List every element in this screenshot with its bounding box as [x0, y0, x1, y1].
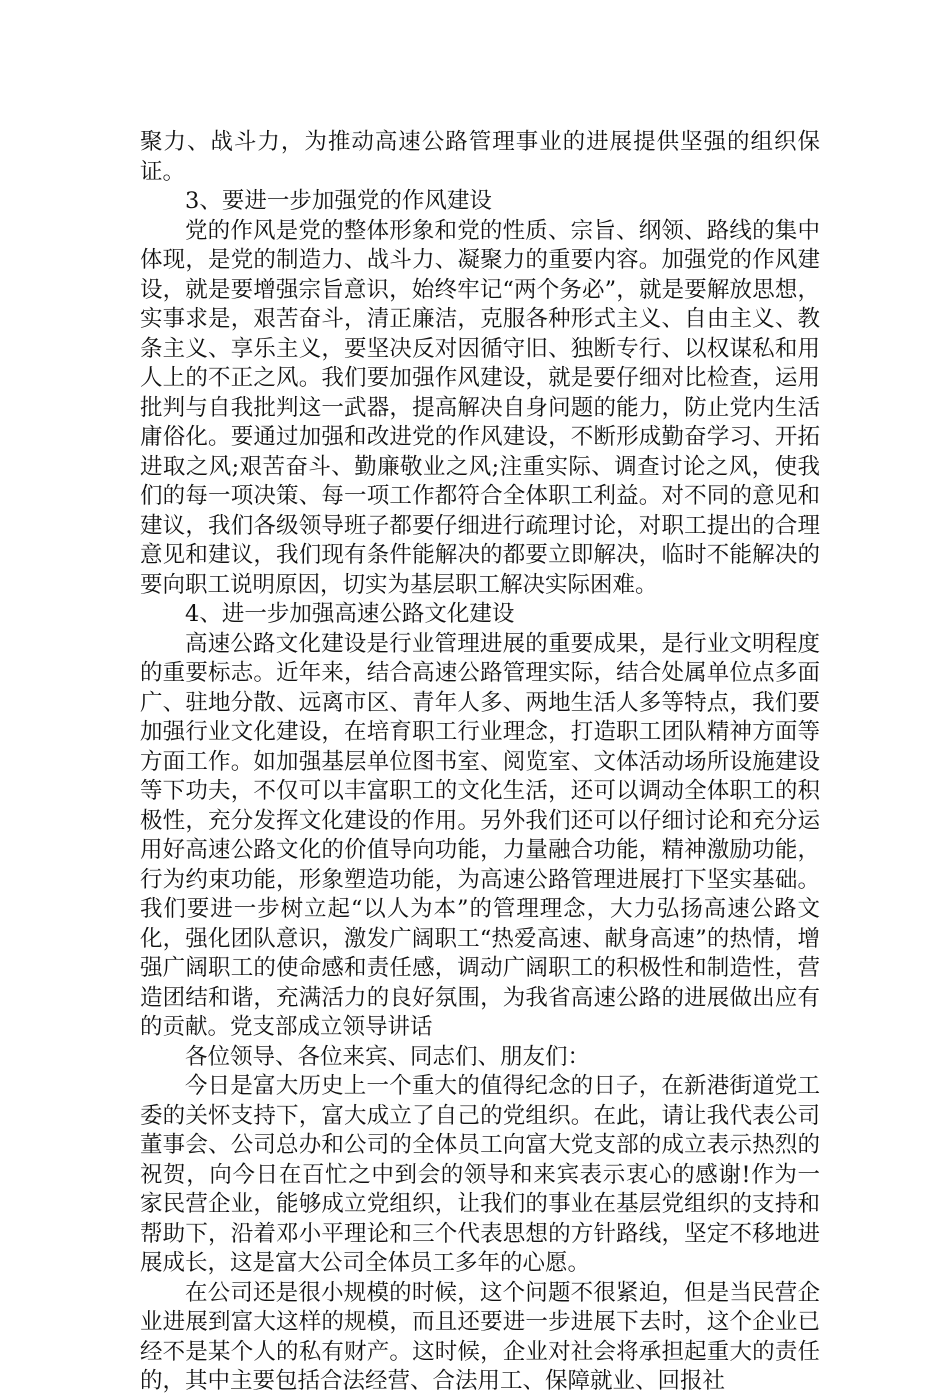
paragraph-continuation: 聚力、战斗力，为推动高速公路管理事业的进展提供坚强的组织保证。 [140, 129, 820, 185]
paragraph-company-growth: 在公司还是很小规模的时候，这个问题不很紧迫，但是当民营企业进展到富大这样的规模，而且还要进一步进展下去时，这个企业已经不是某个人的私有财产。这时候，企业对社会将承担起重大的责任的，其中主要包括合法经营、合法用工、保障就业、回报社 [140, 1279, 820, 1394]
document-page [140, 128, 820, 1397]
section-heading-4: 4、进一步加强高速公路文化建设 [185, 601, 515, 627]
paragraph-speech-opening: 今日是富大历史上一个重大的值得纪念的日子，在新港街道党工委的关怀支持下，富大成立了自己的党组织。在此，请让我代表公司董事会、公司总办和公司的全体员工向富大党支部的成立表示热烈的祝贺，向今日在百忙之中到会的领导和来宾表示衷心的感谢!作为一家民营企业，能够成立党组织，让我们的事业在基层党组织的支持和帮助下，沿着邓小平理论和三个代表思想的方针路线，坚定不移地进展成长，这是富大公司全体员工多年的心愿。 [140, 1073, 820, 1276]
section-heading-3: 3、要进一步加强党的作风建设 [185, 188, 492, 214]
paragraph-party-style: 党的作风是党的整体形象和党的性质、宗旨、纲领、路线的集中体现，是党的制造力、战斗力、凝聚力的重要内容。加强党的作风建设，就是要增强宗旨意识，始终牢记“两个务必”，就是要解放思想，实事求是，艰苦奋斗，清正廉洁，克服各种形式主义、自由主义、教条主义、享乐主义，要坚决反对因循守旧、独断专行、以权谋私和用人上的不正之风。我们要加强作风建设，就是要仔细对比检查，运用批判与自我批判这一武器，提高解决自身问题的能力，防止党内生活庸俗化。要通过加强和改进党的作风建设，不断形成勤奋学习、开拓进取之风;艰苦奋斗、勤廉敬业之风;注重实际、调查讨论之风，使我们的每一项决策、每一项工作都符合全体职工利益。对不同的意见和建议，我们各级领导班子都要仔细进行疏理讨论，对职工提出的合理意见和建议，我们现有条件能解决的都要立即解决，临时不能解决的要向职工说明原因，切实为基层职工解决实际困难。 [140, 217, 820, 598]
speech-salutation: 各位领导、各位来宾、同志们、朋友们： [185, 1043, 591, 1070]
paragraph-highway-culture: 高速公路文化建设是行业管理进展的重要成果，是行业文明程度的重要标志。近年来，结合高速公路管理实际，结合处属单位点多面广、驻地分散、远离市区、青年人多、两地生活人多等特点，我们要加强行业文化建设，在培育职工行业理念，打造职工团队精神方面等方面工作。如加强基层单位图书室、阅览室、文体活动场所设施建设等下功夫，不仅可以丰富职工的文化生活，还可以调动全体职工的积极性，充分发挥文化建设的作用。另外我们还可以仔细讨论和充分运用好高速公路文化的价值导向功能，力量融合功能，精神激励功能，行为约束功能，形象塑造功能，为高速公路管理进展打下坚实基础。我们要进一步树立起“以人为本”的管理理念，大力弘扬高速公路文化，强化团队意识，激发广阔职工“热爱高速、献身高速”的热情，增强广阔职工的使命感和责任感，调动广阔职工的积极性和制造性，营造团结和谐，充满活力的良好氛围，为我省高速公路的进展做出应有的贡献。党支部成立领导讲话 [140, 630, 820, 1040]
